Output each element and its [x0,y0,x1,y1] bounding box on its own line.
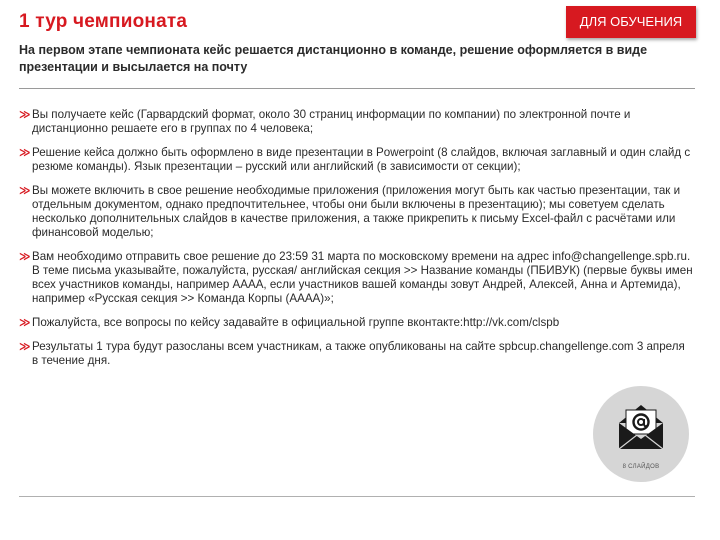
list-item-text: Решение кейса должно быть оформлено в виде презентации в Powerpoint (8 слайдов, включая заглавный и один слайд с резюме команды). Язык презентации – русский или английский (в зависимости от секции); [32,146,691,173]
list-item [19,250,693,306]
list-item [19,316,693,330]
email-at-icon [615,399,667,455]
list-item-text: Вы получаете кейс (Гарвардский формат, около 30 страниц информации по компании) по электронной почте и дистанционно решаете его в группах по 4 человека; [32,108,631,135]
bullet-list [19,108,693,378]
icon-caption: 8 СЛАЙДОВ [622,464,660,470]
bullet-arrow-icon: ≫ [19,251,31,263]
list-item-text: Результаты 1 тура будут разосланы всем участникам, а также опубликованы на сайте spbcup.changellenge.com 3 апреля в течение дня. [32,340,685,367]
list-item [19,146,693,174]
bullet-arrow-icon: ≫ [19,109,31,121]
list-item [19,340,693,368]
list-item-text: Вам необходимо отправить свое решение до 23:59 31 марта по московскому времени на адрес info@changellenge.spb.ru. В теме письма указывайте, пожалуйста, русская/ английская секция >> Название команды (ПБИВУК) (первые буквы имен всех участников команды, например АААА, если участников вашей команды зовут Андрей, Алексей, Анна и Артемида), например «Русская секция >> Команда Корпы (АААА)»; [32,250,693,305]
list-item-text: Пожалуйста, все вопросы по кейсу задавайте в официальной группе вконтакте:http://vk.com/clspb [32,316,560,329]
category-badge: ДЛЯ ОБУЧЕНИЯ [566,6,696,38]
bullet-arrow-icon: ≫ [19,147,31,159]
list-item-text: Вы можете включить в свое решение необходимые приложения (приложения могут быть как частью презентации, так и отдельным документом, однако предпочтительнее, чтобы они были включены в презентацию); мы советуем сделать несколько дополнительных слайдов в качестве приложения, а также прикрепить к письму Excel-файл с расчётами или финансовой моделью; [32,184,681,239]
divider [19,88,695,89]
lead-paragraph: На первом этапе чемпионата кейс решается дистанционно в команде, решение оформляется в виде презентации и высылается на почту [19,43,648,74]
page-title: 1 тур чемпионата [19,11,188,32]
bullet-arrow-icon: ≫ [19,185,31,197]
list-item [19,184,693,240]
bullet-arrow-icon: ≫ [19,341,31,353]
bullet-arrow-icon: ≫ [19,317,31,329]
bottom-divider [19,496,695,497]
email-badge [593,386,689,482]
list-item [19,108,693,136]
